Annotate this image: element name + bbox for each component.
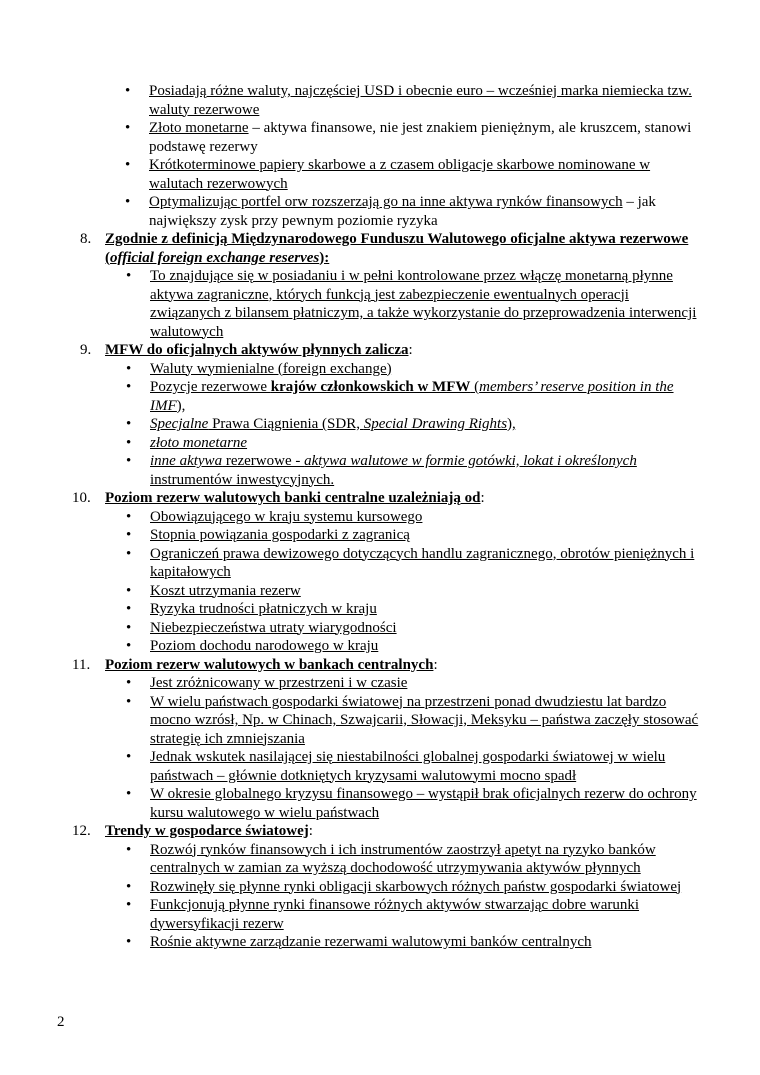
list-item: • To znajdujące się w posiadaniu i w pełni kontrolowane przez włączę monetarną płynne aktywa zagraniczne, których funkcją jest zabezpieczenie ewentualnych operacji związanych z bilansem płatniczym, a także wykorzystanie do przeprowadzenia interwencji walutowych [80, 267, 700, 341]
list-item: • Niebezpieczeństwa utraty wiarygodności [80, 619, 700, 638]
list-item: • Stopnia powiązania gospodarki z zagranicą [80, 526, 700, 545]
section-heading: Poziom rezerw walutowych banki centralne uzależniają od: [105, 490, 485, 506]
list-item: • złoto monetarne [80, 434, 700, 453]
section-number: 8. [80, 231, 92, 247]
list-item: • Koszt utrzymania rezerw [80, 582, 700, 601]
list-item: • Pozycje rezerwowe krajów członkowskich w MFW (members’ reserve position in the IMF), [80, 378, 700, 415]
section-8 [80, 230, 700, 267]
list-item: • Waluty wymienialne (foreign exchange) [80, 360, 700, 379]
section-12 [72, 822, 700, 841]
section-heading: Poziom rezerw walutowych w bankach centralnych: [105, 656, 438, 673]
list-item: • Optymalizując portfel orw rozszerzają go na inne aktywa rynków finansowych – jak największy zysk przy pewnym poziomie ryzyka [80, 193, 700, 230]
section-10 [72, 489, 700, 508]
section-12-list [80, 841, 700, 952]
list-item: • Ryzyka trudności płatniczych w kraju [80, 600, 700, 619]
top-bullet-list [80, 82, 700, 230]
section-9 [80, 341, 700, 360]
section-heading: Trendy w gospodarce światowej: [105, 823, 313, 839]
section-10-list [80, 508, 700, 656]
list-item: • Poziom dochodu narodowego w kraju [80, 637, 700, 656]
list-item: • Jest zróżnicowany w przestrzeni i w czasie [80, 674, 700, 693]
section-9-list [80, 360, 700, 490]
list-item: • Obowiązującego w kraju systemu kursowego [80, 508, 700, 527]
list-item: • Jednak wskutek nasilającej się niestabilności globalnej gospodarki światowej w wielu państwach – głównie dotkniętych kryzysami walutowymi mocno spadł [80, 748, 700, 785]
section-8-list [80, 267, 700, 341]
list-item: • Rośnie aktywne zarządzanie rezerwami walutowymi banków centralnych [80, 933, 700, 952]
list-item: • Funkcjonują płynne rynki finansowe różnych aktywów stwarzając dobre warunki dywersyfikacji rezerw [80, 896, 700, 933]
list-item: • Złoto monetarne – aktywa finansowe, nie jest znakiem pieniężnym, ale kruszcem, stanowi podstawę rezerwy [80, 119, 700, 156]
list-item: • Rozwinęły się płynne rynki obligacji skarbowych różnych państw gospodarki światowej [80, 878, 700, 897]
section-heading: MFW do oficjalnych aktywów płynnych zalicza: [105, 342, 413, 358]
list-item: • inne aktywa rezerwowe - aktywa walutowe w formie gotówki, lokat i określonych instrumentów inwestycyjnych. [80, 452, 700, 489]
list-item: • Krótkoterminowe papiery skarbowe a z czasem obligacje skarbowe nominowane w walutach rezerwowych [80, 156, 700, 193]
section-number: 10. [72, 490, 91, 506]
section-11 [72, 656, 700, 675]
section-number: 12. [72, 823, 91, 839]
list-item: • Rozwój rynków finansowych i ich instrumentów zaostrzył apetyt na ryzyko banków centralnych w zamian za wyższą dochodowość utrzymywania aktywów płynnych [80, 841, 700, 878]
list-item: • Specjalne Prawa Ciągnienia (SDR, Special Drawing Rights), [80, 415, 700, 434]
list-item: • Posiadają różne waluty, najczęściej USD i obecnie euro – wcześniej marka niemiecka tzw. waluty rezerwowe [80, 82, 700, 119]
page-content [72, 82, 700, 952]
section-number: 11. [72, 656, 91, 673]
section-11-list [80, 674, 700, 822]
list-item: • W wielu państwach gospodarki światowej na przestrzeni ponad dwudziestu lat bardzo mocno wzrósł, Np. w Chinach, Szwajcarii, Słowacji, Meksyku – państwa zaczęły stosować strategię ich zmniejszania [80, 693, 700, 749]
list-item: • W okresie globalnego kryzysu finansowego – wystąpił brak oficjalnych rezerw do ochrony kursu walutowego w wielu państwach [80, 785, 700, 822]
section-heading: Zgodnie z definicją Międzynarodowego Funduszu Walutowego oficjalne aktywa rezerwowe (official foreign exchange reserves): [105, 231, 689, 266]
page-number: 2 [57, 1014, 65, 1030]
section-number: 9. [80, 342, 92, 358]
list-item: • Ograniczeń prawa dewizowego dotyczących handlu zagranicznego, obrotów pieniężnych i kapitałowych [80, 545, 700, 582]
